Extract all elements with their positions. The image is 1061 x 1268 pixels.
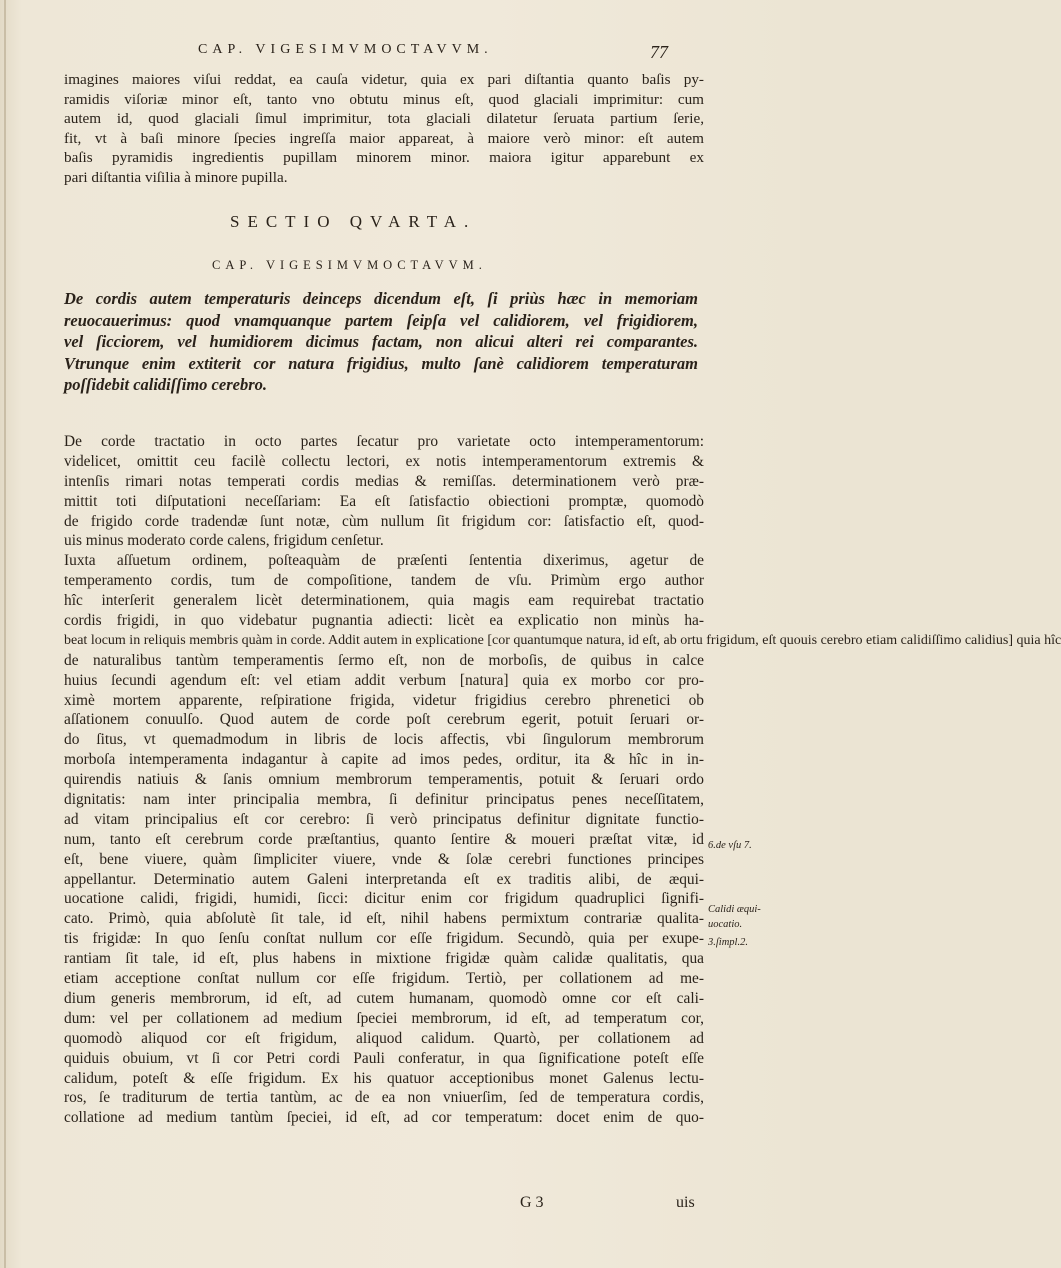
commentary-line: calidum, poteſt & eſſe frigidum. Ex his quatuor acceptionibus monet Galenus lectu-: [64, 1069, 704, 1087]
intro-paragraph: [64, 70, 704, 187]
text-line: fit, vt à baſi minore ſpecies ingreſſa maior appareat, à maiore verò minor: eſt autem: [64, 129, 704, 147]
text-line: imagines maiores viſui reddat, ea cauſa videtur, quia ex pari diſtantia quanto baſis py-: [64, 71, 704, 88]
commentary-line: quomodò aliquod cor eſt frigidum, aliquod calidum. Quartò, per collationem ad: [64, 1029, 704, 1047]
commentary-line: uis minus moderato corde calens, frigidum cenſetur.: [64, 532, 384, 550]
text-line: baſis pyramidis ingredientis pupillam minorem minor. maiora igitur apparebunt ex: [64, 149, 704, 166]
commentary-line: uocatione calidi, frigidi, humidi, ſicci: dicitur enim cor frigidum quadruplici ſignifi-: [64, 890, 704, 908]
margin-note: 3.ſimpl.2.: [708, 937, 748, 948]
commentary-line: eſt, bene viuere, quàm ſimpliciter viuere, vnde & ſolæ cerebri functiones principes: [64, 850, 704, 868]
commentary-line: ros, ſe traditurum de tertia tantùm, ac de ea non vniuerſim, ſed de temperatura cordis,: [64, 1089, 704, 1107]
commentary-line: appellantur. Determinatio autem Galeni interpretanda eſt ex traditis alibi, de æqui-: [64, 870, 704, 888]
text-line: autem id, quod glaciali ſimul imprimitur, tota glaciali dilatetur ſeruata partium ſerie,: [64, 110, 704, 127]
commentary-line: temperamento cordis, tum de compoſitione, tandem de vſu. Primùm ergo author: [64, 572, 704, 590]
commentary-line: cato. Primò, quia abſolutè ſit tale, id eſt, nihil habens permixtum contrariæ qualita-: [64, 910, 704, 928]
commentary-line: De corde tractatio in octo partes ſecatur pro varietate octo intemperamentorum:: [64, 433, 704, 450]
margin-note: uocatio.: [708, 919, 743, 930]
commentary-line: rantiam ſit tale, id eſt, plus habens in mixtione frigidæ quàm calidæ qualitatis, qua: [64, 950, 704, 968]
page-number: 77: [650, 42, 668, 62]
commentary-line: intenſis rimari notas temperati cordis medias & remiſſas. determinationem verò præ-: [64, 472, 704, 490]
commentary-line: ximè mortem apparente, reſpiratione frigida, videtur frigidius cerebro phrenetici ob: [64, 691, 704, 709]
text-line: Vtrunque enim extiterit cor natura frigidius, multo ſanè calidiorem temperaturam: [64, 353, 698, 373]
commentary-line: mittit toti diſputationi neceſſariam: Ea eſt ſatisfactio obiectioni promptæ, quomodò: [64, 492, 704, 510]
commentary-line: dum: vel per collationem ad medium ſpeciei membrorum, id eſt, ad temperatum cor,: [64, 1009, 704, 1027]
commentary-line: videlicet, omittit ceu facilè collectu lectori, ex notis intemperamentorum extremis &: [64, 452, 704, 470]
signature-mark: G 3: [520, 1194, 544, 1211]
commentary-line: de naturalibus tantùm temperamentis ſermo eſt, non de morboſis, de quibus in calce: [64, 651, 704, 669]
binding-gutter: [4, 0, 6, 1268]
text-line: pari diſtantia viſilia à minore pupilla.: [64, 168, 288, 186]
commentary-line: huius ſecundi agendum eſt: vel etiam addit verbum [natura] quia ex morbo cor pro-: [64, 671, 704, 689]
text-line: reuocauerimus: quod vnamquanque partem ſeipſa vel calidiorem, vel frigidiorem,: [64, 310, 698, 330]
chapter-heading: CAP. VIGESIMVMOCTAVVM.: [212, 258, 487, 272]
commentary-line: beat locum in reliquis membris quàm in corde. Addit autem in explicatione [cor quantumque natura, id eſt, ab ortu frigidum, eſt quouis cerebro etiam calidiſſimo calidius] quia hîc: [64, 632, 1061, 648]
commentary-line: Iuxta aſſuetum ordinem, poſteaquàm de præſenti ſententia dixerimus, agetur de: [64, 552, 704, 570]
running-title: CAP. VIGESIMVMOCTAVVM.: [198, 42, 493, 57]
text-line: ramidis viſoriæ minor eſt, tanto vno obtutu minus eſt, quod glaciali imprimitur: cum: [64, 90, 704, 108]
commentary-line: cordis frigidi, in quo videbatur pugnantia adiecti: licèt ea explicatio non minùs ha-: [64, 612, 704, 630]
text-line: De cordis autem temperaturis deinceps dicendum eſt, ſi priùs hæc in memoriam: [64, 289, 698, 308]
commentary-line: num, tanto eſt cerebrum corde præſtantius, quanto ſentire & moueri præſtat vitæ, id: [64, 830, 704, 848]
commentary-line: morboſa intemperamenta indagantur à capite ad imos pedes, orditur, ita & hîc in in-: [64, 751, 704, 769]
commentary-line: hîc interſerit generalem licèt determinationem, quia magis eam requirebat tractatio: [64, 592, 704, 610]
commentary-line: dignitatis: nam inter principalia membra, ſi definitur principatus penes neceſſitatem,: [64, 791, 704, 809]
text-line: poſſidebit calidiſſimo cerebro.: [64, 375, 267, 394]
catchword: uis: [676, 1194, 695, 1211]
commentary-line: do ſitus, vt quemadmodum in libris de locis affectis, vbi ſingulorum membrorum: [64, 731, 704, 749]
commentary-line: de frigido corde tradendæ ſunt notæ, cùm nullum ſit frigidum cor: ſatisfactio eſt, quod-: [64, 512, 704, 530]
commentary-line: etiam acceptione conſtat nullum cor eſſe frigidum. Tertiò, per collationem ad me-: [64, 970, 704, 988]
commentary-line: collatione ad medium tantùm ſpeciei, id eſt, ad cor temperatum: docet enim de quo-: [64, 1109, 704, 1127]
text-line: vel ſicciorem, vel humidiorem dicimus factam, non alicui alteri rei comparantes.: [64, 332, 698, 351]
commentary-line: ad vitam principalius eſt cor cerebro: ſi verò principatus definitur dignitate functio-: [64, 810, 704, 828]
margin-note: Calidi æqui-: [708, 904, 761, 915]
commentary-line: tis frigidæ: In quo ſenſu conſtat nullum cor eſſe frigidum. Secundò, quia per exupe-: [64, 930, 704, 948]
commentary-line: aſſationem conuulſo. Quod autem de corde poſt cerebrum egerit, potuit ſeruari or-: [64, 711, 704, 729]
galen-text: [64, 288, 698, 396]
commentary-line: quirendis natiuis & ſanis omnium membrorum temperamentis, potuit & ſeruari ordo: [64, 771, 704, 789]
commentary-line: quiduis obuium, vt ſi cor Petri cordi Pauli conferatur, in qua ſignificatione poteſt eſſe: [64, 1049, 704, 1067]
margin-note: 6.de vſu 7.: [708, 840, 752, 851]
commentary-line: dium generis membrorum, id eſt, ad cutem humanam, quomodò omne cor eſt cali-: [64, 989, 704, 1007]
section-title: SECTIO QVARTA.: [230, 212, 477, 231]
